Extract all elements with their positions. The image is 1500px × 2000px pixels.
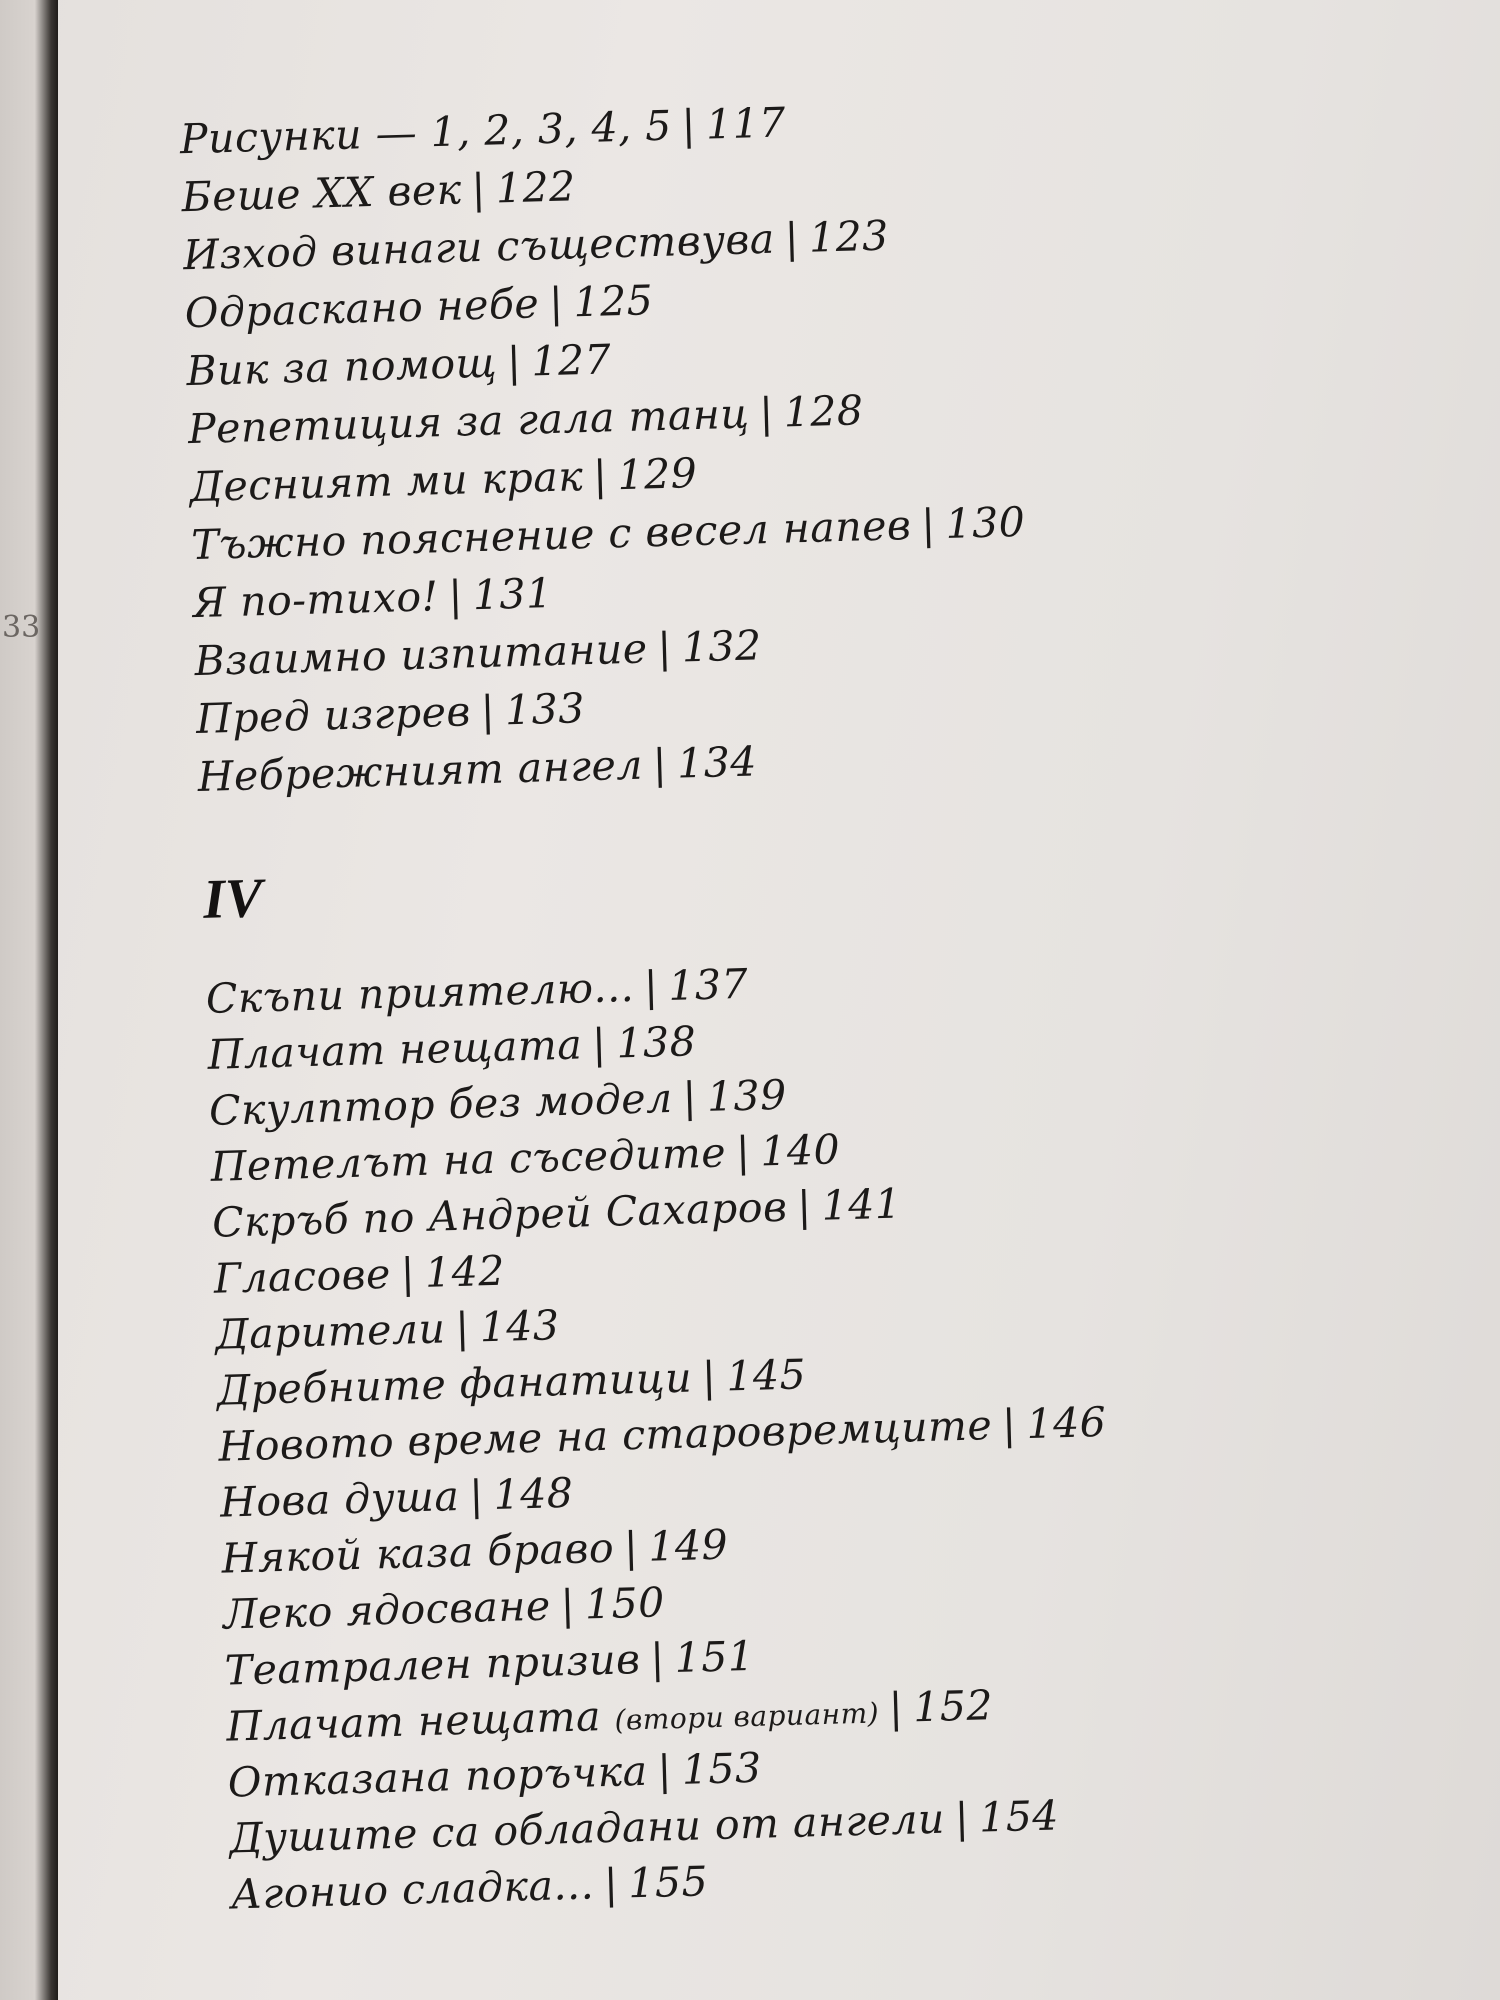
toc-entry	[205, 960, 748, 1023]
toc-entry-page: 131	[472, 569, 554, 620]
toc-entry-title: Репетиция за гала танц	[187, 389, 751, 454]
toc-separator: |	[643, 962, 659, 1011]
toc-entry-page: 142	[424, 1246, 506, 1297]
toc-entry-page: 150	[584, 1578, 666, 1629]
toc-entry	[186, 335, 612, 395]
toc-entry-title: Леко ядосване	[222, 1581, 552, 1639]
toc-separator: |	[623, 1523, 640, 1572]
toc-entry-title: Някой каза браво	[220, 1523, 615, 1583]
toc-separator: |	[701, 1352, 717, 1402]
toc-entry-page: 152	[912, 1681, 994, 1732]
toc-separator: |	[649, 1634, 666, 1683]
toc-separator: |	[548, 278, 565, 328]
toc-entry-title: Вик за помощ	[185, 338, 498, 396]
toc-entry-title: Беше XX век	[180, 165, 463, 222]
toc-entry-page: 148	[492, 1468, 575, 1520]
toc-separator: |	[758, 388, 775, 438]
toc-entry	[194, 621, 762, 685]
toc-entry-page: 154	[978, 1791, 1060, 1842]
toc-separator: |	[656, 623, 673, 673]
toc-entry-page: 132	[681, 621, 763, 672]
toc-entry	[221, 1521, 729, 1583]
toc-separator: |	[480, 686, 496, 736]
toc-separator: |	[652, 739, 668, 789]
toc-entry-title: Я по-тихо!	[192, 572, 440, 628]
toc-entry	[179, 98, 786, 163]
toc-entry-title: Одраскано небе	[184, 279, 540, 338]
toc-entry	[216, 1350, 806, 1414]
toc-entry	[192, 569, 553, 627]
toc-entry	[213, 1247, 505, 1303]
toc-entry-title: Дарители	[214, 1304, 447, 1359]
toc-entry	[181, 162, 576, 221]
toc-entry-page: 130	[944, 497, 1026, 549]
toc-entry-page: 138	[615, 1017, 697, 1068]
toc-separator: |	[559, 1580, 576, 1630]
toc-entry-title: Плачат нещата	[225, 1692, 602, 1751]
toc-separator: |	[470, 164, 487, 214]
toc-entry	[189, 449, 698, 511]
toc-entry	[227, 1744, 762, 1807]
toc-entry-title: Изход винаги съществува	[182, 214, 776, 280]
toc-entry	[230, 1857, 708, 1918]
toc-separator: |	[735, 1127, 752, 1177]
toc-entry	[210, 1125, 841, 1191]
toc-entry-title: Скъпи приятелю...	[205, 962, 635, 1023]
toc-entry-page: 122	[495, 162, 577, 213]
toc-separator: |	[603, 1859, 619, 1909]
toc-entry-page: 129	[616, 448, 698, 500]
toc-entry-page: 146	[1025, 1397, 1107, 1449]
toc-separator: |	[920, 500, 937, 549]
toc-entry-title: Гласове	[213, 1249, 392, 1303]
toc-entry-title: Рисунки — 1, 2, 3, 4, 5	[179, 101, 673, 164]
toc-separator: |	[447, 571, 464, 620]
toc-separator: |	[454, 1303, 471, 1353]
toc-entry-page: 153	[681, 1743, 763, 1794]
toc-entry-page: 137	[667, 959, 749, 1010]
toc-entry	[191, 498, 1026, 569]
toc-entry-page: 155	[627, 1857, 709, 1908]
toc-entry	[208, 1071, 787, 1135]
toc-entry-page: 151	[673, 1631, 756, 1683]
toc-entry-page: 123	[808, 211, 890, 262]
toc-separator: |	[468, 1471, 485, 1520]
toc-separator: |	[591, 1019, 608, 1069]
toc-entry-title: Новото време на старовремците	[217, 1401, 993, 1471]
toc-entry	[226, 1681, 994, 1750]
toc-entry-title: Взаимно изпитание	[193, 624, 649, 686]
toc-entry-title: Скръб по Андрей Сахаров	[211, 1182, 788, 1247]
toc-entry	[196, 684, 586, 743]
toc-entry	[187, 386, 864, 453]
toc-entry	[219, 1469, 574, 1527]
toc-entry	[224, 1632, 755, 1695]
toc-entry-page: 127	[530, 335, 612, 386]
toc-entry-title: Петелът на съседите	[210, 1128, 727, 1191]
toc-separator: |	[681, 100, 697, 150]
toc-entry	[183, 212, 890, 280]
toc-entry-page: 139	[706, 1070, 788, 1121]
toc-entry-title: Плачат нещата	[206, 1020, 583, 1079]
toc-entry	[223, 1578, 666, 1638]
toc-entry-title: Скулптор без модел	[208, 1073, 674, 1135]
edge-page-number: 33	[2, 610, 41, 645]
toc-separator: |	[681, 1073, 698, 1122]
toc-separator: |	[954, 1793, 970, 1843]
toc-entry-page: 117	[705, 98, 787, 149]
toc-separator: |	[592, 451, 609, 500]
toc-entry-page: 133	[504, 684, 586, 735]
toc-entry-title: Тъжно пояснение с весел напев	[190, 501, 912, 570]
toc-entry	[215, 1301, 560, 1359]
toc-entry-title: Дребните фанатици	[216, 1353, 693, 1415]
toc-entry-title: Душите са обладани от ангели	[228, 1794, 946, 1863]
toc-entry	[184, 276, 654, 337]
toc-entry-title: Десният ми крак	[189, 452, 584, 512]
toc-separator: |	[400, 1249, 416, 1298]
toc-entry-page: 145	[725, 1350, 807, 1401]
toc-entry-page: 125	[572, 276, 654, 327]
toc-separator: |	[888, 1683, 904, 1733]
toc-entry-page: 134	[676, 737, 758, 788]
toc-entry-title: Небрежният ангел	[197, 740, 644, 802]
toc-separator: |	[656, 1746, 673, 1795]
toc-entry-page: 149	[647, 1520, 729, 1571]
toc-entry-title: Пред изгрев	[195, 687, 472, 744]
toc-entry-title: Агонио сладка...	[230, 1860, 595, 1919]
toc-entry-title: Театрален призив	[224, 1635, 641, 1695]
toc-separator: |	[1001, 1400, 1018, 1449]
toc-entry	[197, 737, 757, 801]
toc-entry	[207, 1017, 697, 1079]
toc-entry-note: (втори вариант)	[614, 1696, 880, 1737]
section-heading: IV	[202, 867, 264, 931]
toc-entry-page: 141	[820, 1179, 903, 1230]
toc-separator: |	[506, 337, 523, 387]
toc-entry-page: 140	[759, 1125, 841, 1176]
toc-entry-title: Отказана поръчка	[227, 1746, 649, 1807]
toc-separator: |	[796, 1182, 813, 1231]
toc-entry-page: 143	[479, 1301, 561, 1352]
toc-entry	[212, 1180, 902, 1247]
toc-entry-title: Нова душа	[219, 1472, 460, 1527]
toc-entry-page: 128	[783, 386, 865, 437]
toc-separator: |	[784, 214, 800, 263]
